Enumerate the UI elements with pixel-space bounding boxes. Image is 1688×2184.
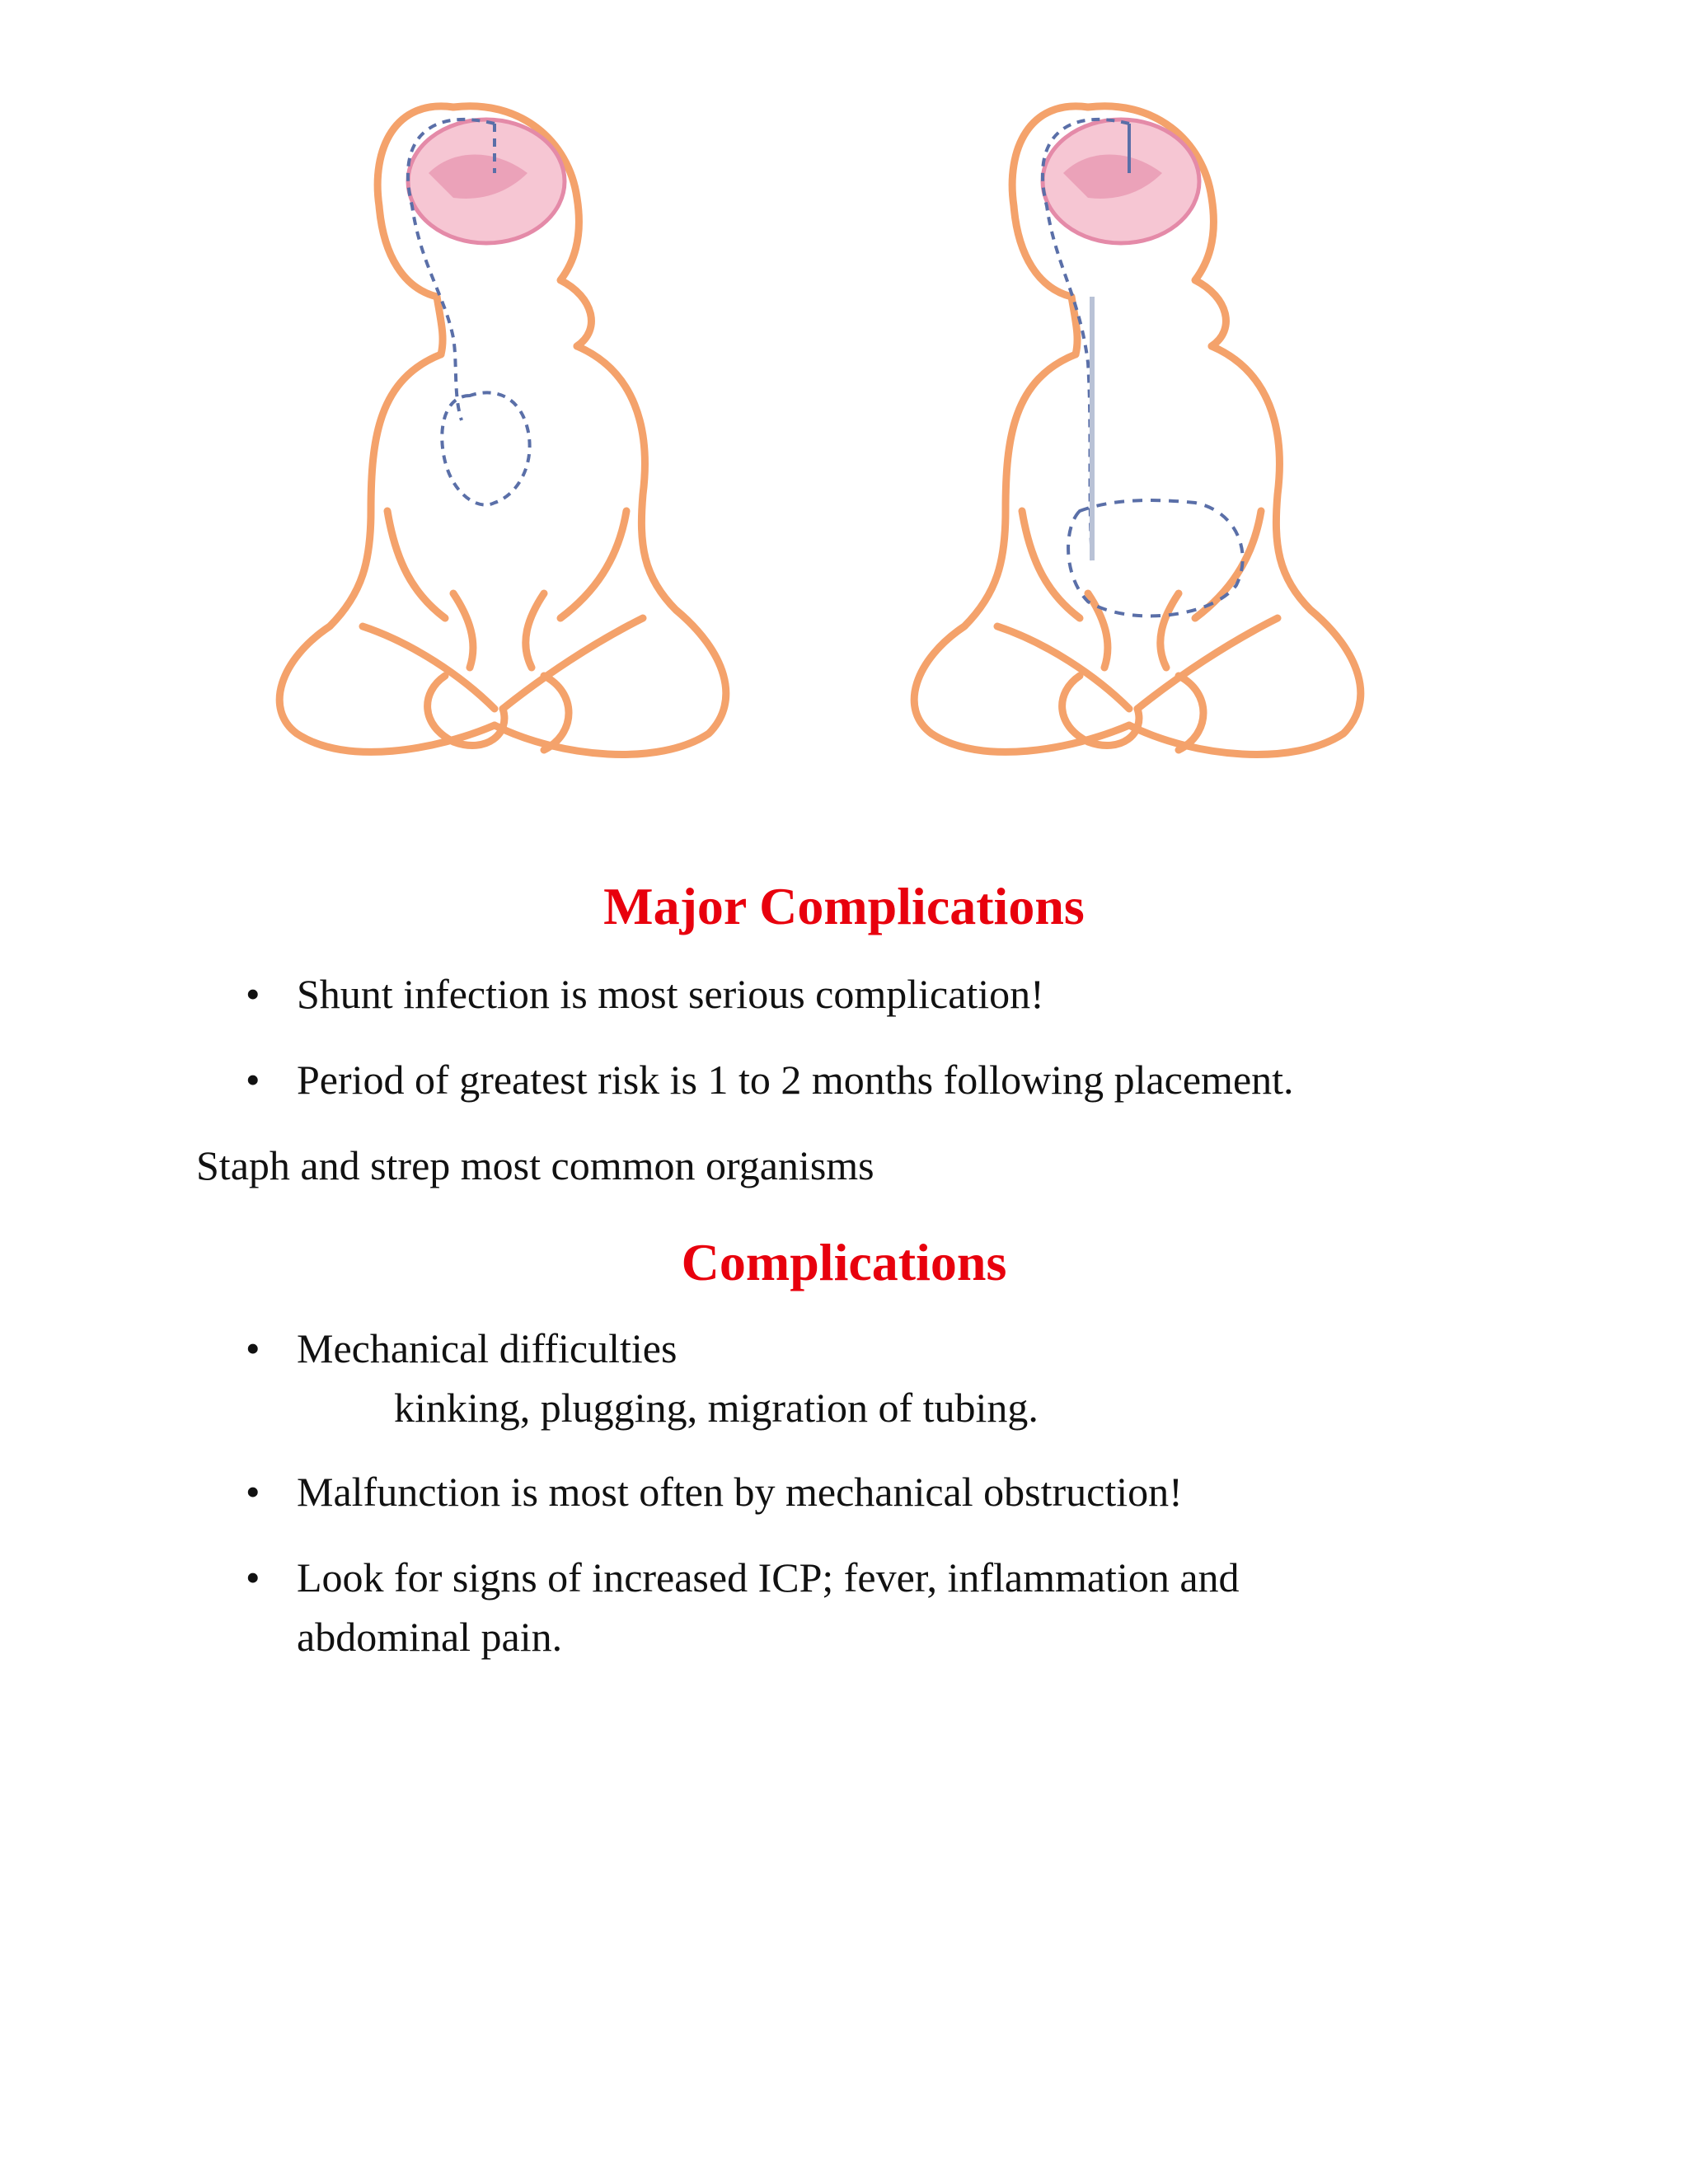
infant-abdomen-shunt-drawing xyxy=(882,49,1393,824)
bullet-icon: • xyxy=(246,1325,260,1371)
bullet-text: Mechanical difficulties xyxy=(297,1325,678,1371)
ventriculoatrial-shunt-illustration xyxy=(247,49,758,824)
bullet-text: Shunt infection is most serious complication! xyxy=(297,971,1044,1017)
bullet-text: Period of greatest risk is 1 to 2 months following placement. xyxy=(297,1057,1294,1103)
bullet-icon: • xyxy=(246,1057,260,1103)
bullet-icon: • xyxy=(246,971,260,1017)
organisms-note: Staph and strep most common organisms xyxy=(196,1142,874,1188)
bullet-text: Malfunction is most often by mechanical obstruction! xyxy=(297,1469,1183,1515)
bullet-icon: • xyxy=(246,1469,260,1515)
major-complications-heading: Major Complications xyxy=(603,877,1085,935)
complications-heading: Complications xyxy=(681,1233,1007,1291)
bullet-continuation: abdominal pain. xyxy=(297,1614,563,1660)
bullet-subtext: kinking, plugging, migration of tubing. xyxy=(394,1385,1039,1431)
infant-heart-shunt-drawing xyxy=(247,49,758,824)
ventriculoperitoneal-shunt-illustration xyxy=(882,49,1393,824)
bullet-text: Look for signs of increased ICP; fever, inflammation and xyxy=(297,1554,1240,1601)
bullet-icon: • xyxy=(246,1554,260,1601)
